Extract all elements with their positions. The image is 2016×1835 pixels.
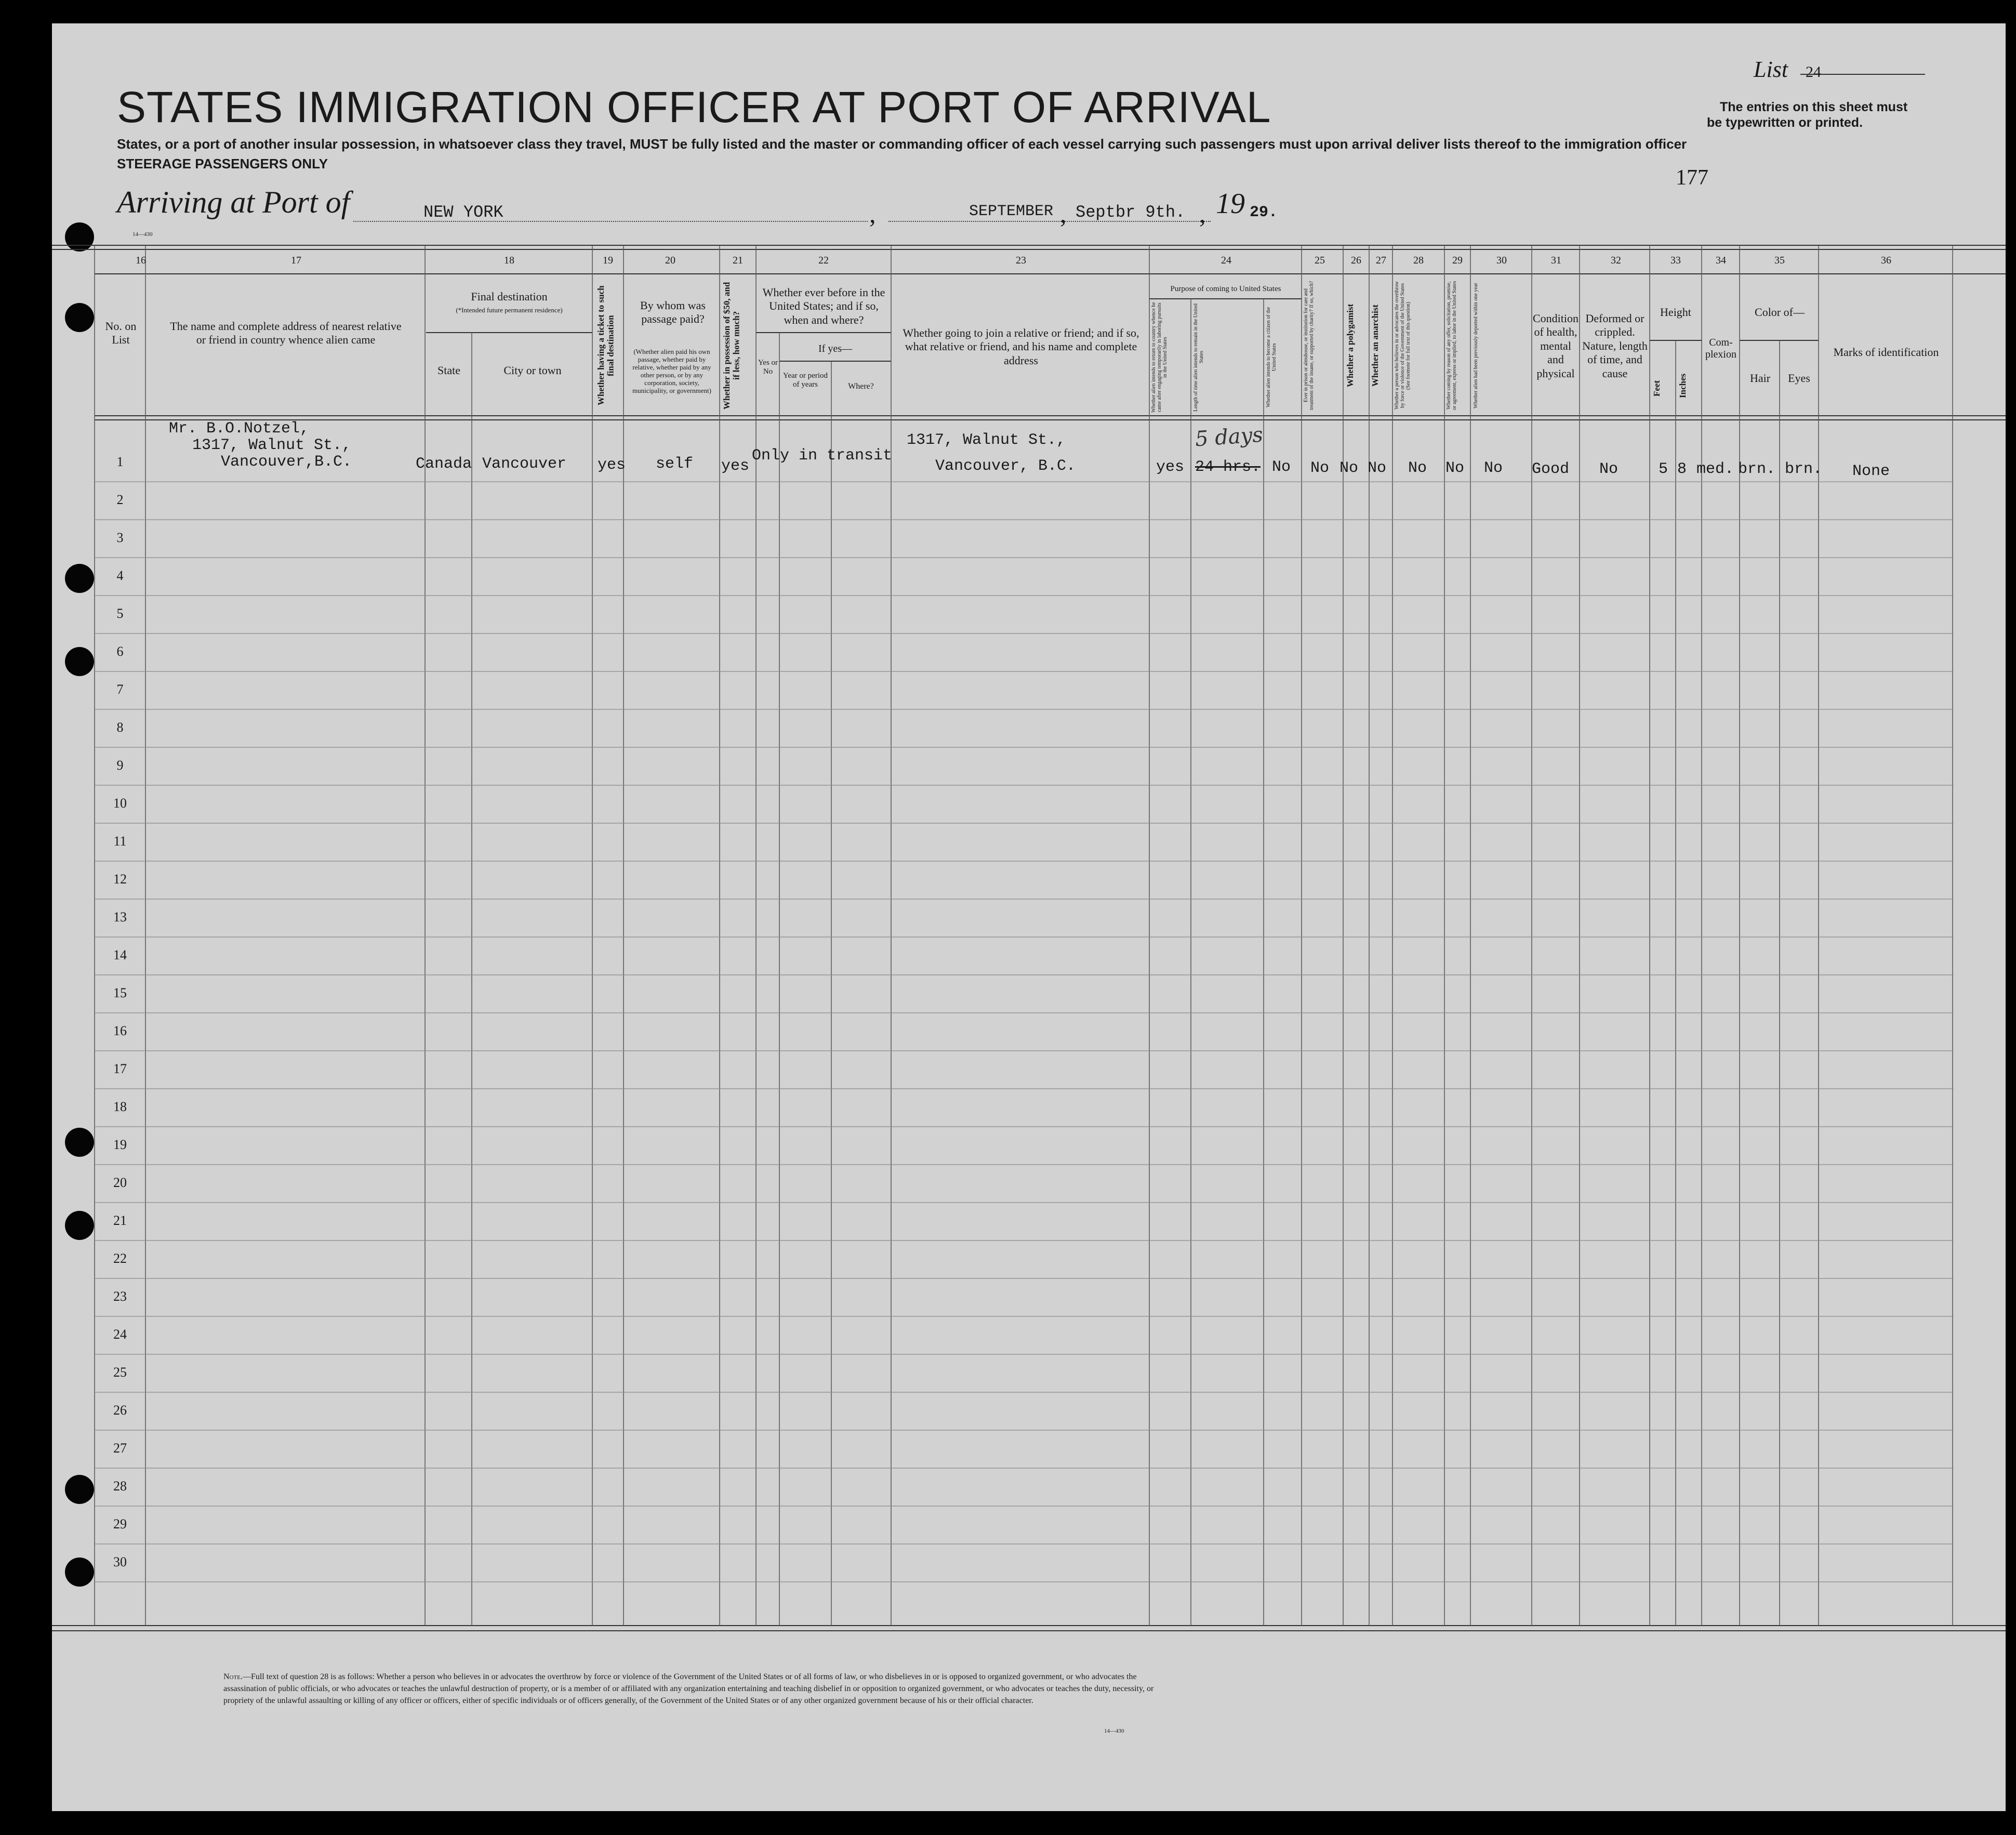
col-number: 22 [818,255,829,266]
height-inches-value: 8 [1677,460,1687,478]
year-prefix: 19 [1216,188,1245,220]
header-c33-inches: Inches [1678,373,1688,399]
row-number: 19 [113,1137,127,1152]
row-number: 9 [116,758,124,773]
subtitle-line1: States, or a port of another insular possession, in whatsoever class they travel, MUST be fully listed and the master or commanding officer of each vessel carrying such passengers must upon arrival deliver lists thereof to the immigration officer [117,136,1687,152]
date-typed: Septbr 9th. [1076,203,1186,222]
row-number: 29 [113,1516,127,1532]
row-number: 24 [113,1327,127,1342]
header-c18-note: (*Intended future permanent residence) [456,306,563,314]
col-number: 31 [1551,255,1561,266]
footnote [223,1671,1164,1707]
col-number: 23 [1016,255,1026,266]
row-number: 13 [113,909,127,925]
row-number: 1 [116,454,124,469]
header-c21: Whether in possession of $50, and if less, how much? [722,282,741,410]
typewritten-note-1: The entries on this sheet must [1720,100,1908,114]
col-number: 18 [504,255,514,266]
city-value: Vancouver [482,455,567,473]
col-number: 26 [1351,255,1361,266]
state-value: Canada [416,455,472,473]
length-handwritten: 5 days [1194,423,1264,452]
header-c26: Whether a polygamist [1345,303,1355,388]
header-c22-title: Whether ever before in the United States; and if so, when and where? [762,286,885,326]
footnote-text: —Full text of question 28 is as follows: Whether a person who believes in or advocates the overthrow by force or violence of the Government of the United States or of all forms of law, or who disbelieves in or is opposed to organized government, or who advocates the assassination of public officials, or who advocates or teaches the unlawful destruction of property, or is a member of or affiliated with any organization entertaining and teaching disbelief in or opposition to organized government, or who advocates or teaches the duty, necessity, or propriety of the unlawful assaulting or killing of any officer or officers, either of specific individuals or of officers generally, of the Government of the United States or of any other organized government because of his or their official character. [223,1672,1154,1706]
header-c18-city: City or town [503,364,562,377]
typewritten-note-2: be typewritten or printed. [1707,115,1863,130]
header-c27: Whether an anarchist [1370,304,1380,387]
row-number: 10 [113,796,127,811]
header-c20-title: By whom was passage paid? [640,299,706,326]
header-c19: Whether having a ticket to such final destination [596,285,616,406]
hair-value: brn. [1738,460,1776,478]
header-c25: Ever in prison or almshouse, or institution for care and treatment of the insane, or supported by charity? If so, which? [1303,281,1315,411]
height-feet-value: 5 [1659,460,1668,478]
header-c30: Whether alien had been previously deported within one year [1473,283,1479,408]
header-c24-b: Length of time alien intends to remain in the United States [1193,303,1204,412]
length-of-stay-value: 24 hrs. [1195,458,1261,476]
row-number: 26 [113,1403,127,1418]
header-c24-title: Purpose of coming to United States [1170,285,1281,293]
before-in-us-value: Only in transit [752,447,893,465]
col-number: 16 [136,255,146,266]
header-c24-a: Whether alien intends to return to country whence he came after engaging temporarily in laboring pursuits in the United States [1151,302,1168,413]
q29-value: No [1445,459,1465,477]
arriving-label: Arriving at Port of [117,185,350,219]
col-number: 19 [603,255,613,266]
row-number: 12 [113,872,127,887]
anarchist-value: No [1368,459,1387,477]
header-c17: The name and complete address of nearest relative or friend in country whence alien came [170,320,402,347]
row-number: 25 [113,1365,127,1380]
header-c29: Whether coming by reason of any offer, solicitation, promise, or agreement, express or implied, to labor in the United States [1446,281,1457,411]
row-number: 14 [113,947,127,962]
header-c33-feet: Feet [1652,380,1662,397]
col-number: 20 [665,255,675,266]
row-number: 3 [116,530,124,545]
page-title: STATES IMMIGRATION OFFICER AT PORT OF ARRIVAL [117,83,1271,131]
row-number: 22 [113,1251,127,1266]
col-number: 30 [1496,255,1507,266]
header-c22-where: Where? [848,382,874,391]
col-number: 34 [1716,255,1726,266]
footnote-code: 14—430 [1104,1728,1124,1734]
port-value: NEW YORK [423,203,503,222]
row-number: 15 [113,985,127,1000]
header-c20-note: (Whether alien paid his own passage, whether paid by relative, whether paid by any other person, or by any corporation, society, municipality, or government) [632,348,711,394]
col-number: 25 [1315,255,1325,266]
fifty-dollars-value: yes [721,457,750,475]
q28-value: No [1408,459,1427,477]
row-number: 27 [113,1441,127,1456]
header-c31: Condition of health, mental and physical [1533,312,1579,380]
prison-value: No [1310,459,1330,477]
row-number: 21 [113,1213,127,1228]
year-suffix: 29. [1250,204,1278,221]
join-line1: 1317, Walnut St., [907,431,1066,449]
row-number: 28 [113,1478,127,1494]
col-number: 29 [1452,255,1463,266]
col-number: 21 [733,255,743,266]
col-number: 32 [1611,255,1621,266]
row-number: 11 [113,834,127,849]
col-number: 24 [1221,255,1231,266]
header-c23: Whether going to join a relative or friend; and if so, what relative or friend, and his name and complete address [903,326,1139,367]
list-label: List [1754,57,1788,82]
header-c28: Whether a person who believes in or advocates the overthrow by force or violence of the Government of the United States (See footnote for full text of this question) [1394,281,1411,410]
comma-3: , [1199,199,1206,228]
ticket-value: yes [598,456,626,474]
row-number: 7 [116,682,124,697]
row-number: 16 [113,1023,127,1038]
row-number: 6 [116,644,124,659]
polygamist-value: No [1339,459,1359,477]
form-code: 14—430 [132,231,153,237]
relative-line3: Vancouver,B.C. [221,453,352,471]
deformed-value: No [1599,460,1619,478]
header-c33-title: Height [1660,306,1691,319]
passage-paid-value: self [656,455,694,473]
row-number: 18 [113,1099,127,1114]
col-number: 36 [1881,255,1891,266]
subtitle-line2: STEERAGE PASSENGERS ONLY [117,156,328,171]
header-c18-title: Final destination [471,290,548,303]
row-number: 5 [116,606,124,621]
header-c34: Com-plexion [1705,337,1736,360]
footnote-lead: Note. [223,1672,243,1681]
row-number: 17 [113,1061,127,1076]
header-c18-state: State [437,364,460,377]
relative-line2: 1317, Walnut St., [192,437,352,454]
list-number: 24 [1806,63,1821,81]
col-number: 17 [291,255,301,266]
header-c35-title: Color of— [1755,306,1805,319]
join-line2: Vancouver, B.C. [935,457,1076,475]
col-number: 27 [1376,255,1386,266]
header-c22-yesno: Yes or No [758,359,778,376]
stamp-number: 177 [1676,166,1708,190]
row-number: 2 [116,492,124,507]
col-number: 28 [1413,255,1424,266]
comma-1: , [869,199,876,228]
eyes-value: brn. [1785,460,1823,478]
header-c22-ifyes: If yes— [818,343,852,354]
health-value: Good [1532,460,1570,478]
row-number: 20 [113,1175,127,1190]
q30-value: No [1484,459,1503,477]
header-c32: Deformed or crippled. Nature, length of time, and cause [1582,312,1648,380]
col-number: 33 [1670,255,1681,266]
comma-2: , [1060,199,1067,228]
complexion-value: med. [1696,460,1734,478]
row-number: 8 [116,720,124,735]
header-c16: No. on List [105,320,137,347]
header-c22-year: Year or period of years [783,372,828,389]
row-number: 4 [116,568,124,583]
header-c35-hair: Hair [1749,372,1771,385]
header-c36: Marks of identification [1833,346,1939,359]
relative-line1: Mr. B.O.Notzel, [169,420,310,438]
col-number: 35 [1774,255,1785,266]
row-number: 30 [113,1554,127,1569]
marks-value: None [1852,463,1890,480]
return-intent-value: yes [1156,458,1185,476]
month-printed: SEPTEMBER [969,203,1054,220]
header-c35-eyes: Eyes [1788,372,1810,385]
row-number: 23 [113,1289,127,1304]
citizen-value: No [1272,458,1291,476]
header-c24-c: Whether alien intends to become a citizen of the United States [1266,307,1277,408]
